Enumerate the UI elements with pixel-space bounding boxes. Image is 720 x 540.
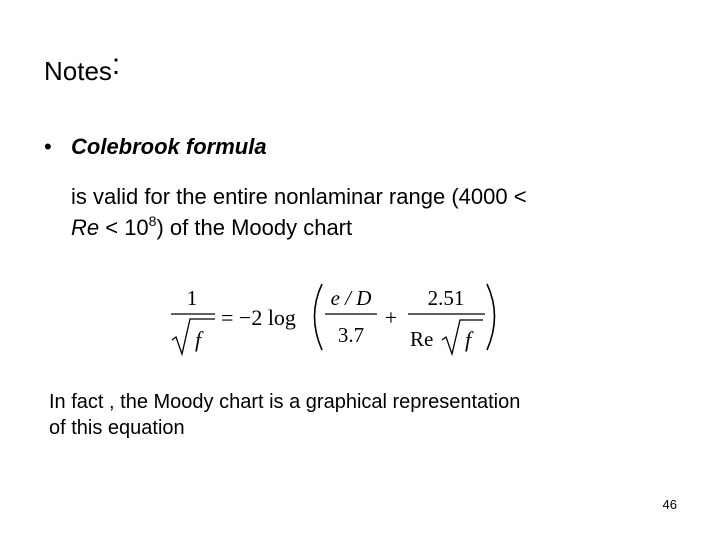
bullet-marker: • [44,134,52,159]
bullet-body-line2 [71,212,527,243]
title-text: Notes [44,56,112,86]
bullet-body-line1: is valid for the entire nonlaminar range (4000 < [71,184,527,209]
term1-numerator: e / D [330,286,372,310]
note-text [49,389,520,441]
term2-numerator: 2.51 [427,286,465,310]
term2-radical-sign [442,320,483,354]
note-line1: In fact , the Moody chart is a graphical representation [49,391,521,413]
note-line2: of this equation [49,417,185,439]
lhs-radicand: f [195,327,202,352]
bullet-heading [44,132,267,162]
plus-sign: + [384,305,398,330]
term2-re: Re [410,327,434,351]
bullet-line2-mid: < 10 [99,215,149,240]
reynolds-symbol: Re [71,215,100,240]
right-paren [487,284,495,350]
bullet-heading-text: Colebrook formula [71,134,267,159]
lhs-numerator: 1 [186,286,198,310]
lhs-radical-sign [172,319,215,354]
bullet-body [71,181,527,243]
slide-title [44,48,121,88]
left-paren [315,284,323,350]
term1-denominator: 3.7 [337,323,365,347]
bullet-line2-end: ) of the Moody chart [156,215,353,240]
title-colon: : [111,48,121,81]
equals-coefficient: = −2 log [221,305,296,330]
term2-radicand: f [465,327,472,352]
exponent: 8 [148,213,157,229]
colebrook-equation [165,278,505,358]
page-number: 46 [662,497,677,512]
